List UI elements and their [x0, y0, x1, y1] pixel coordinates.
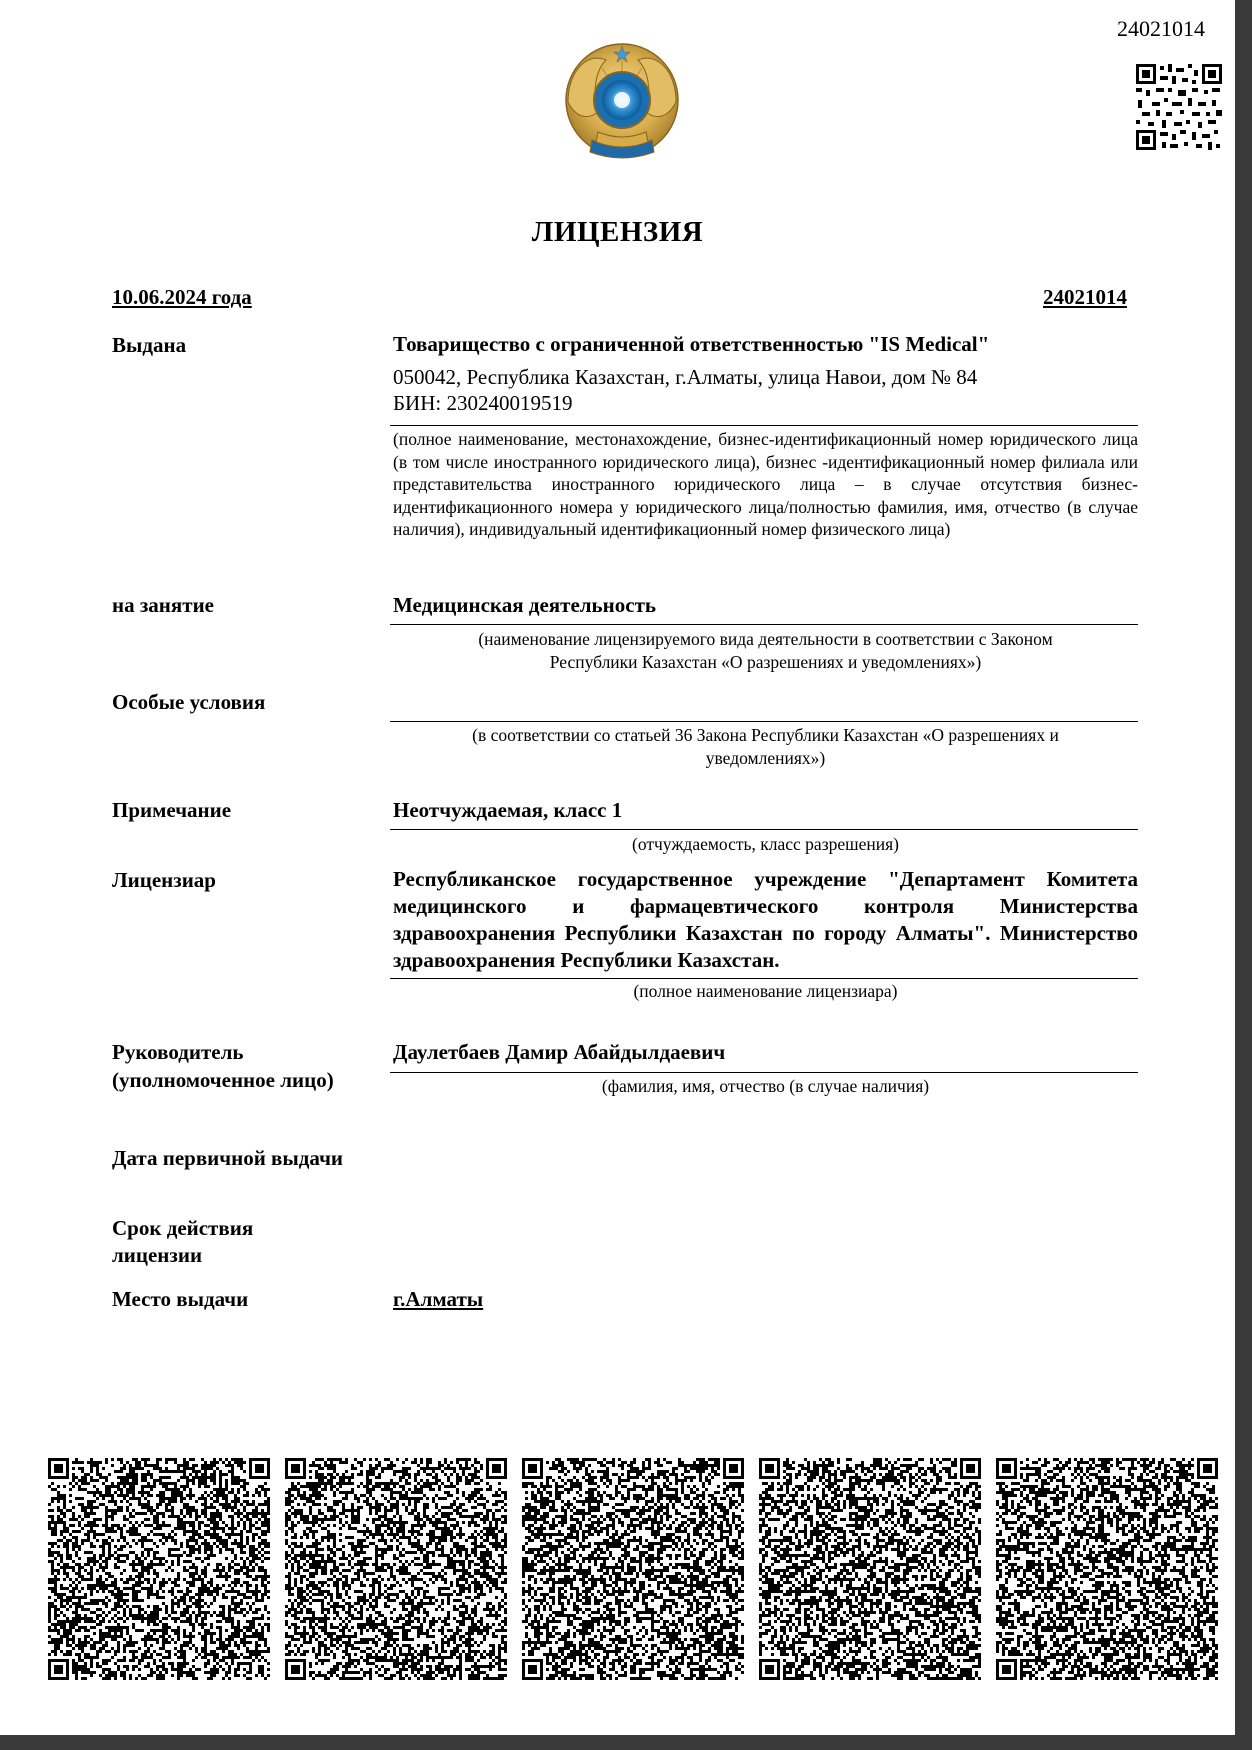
issued-to-address: 050042, Республика Казахстан, г.Алматы, улица Навои, дом № 84 [393, 365, 978, 389]
qr-code-icon [759, 1458, 981, 1680]
activity-value: Медицинская деятельность [393, 593, 656, 617]
licensor-value: Республиканское государственное учреждение "Департамент Комитета медицинского и фармацевтического контроля Министерства здравоохранения Республики Казахстан по городу Алматы". Министерство здравоохранения Республики Казахстан. [393, 867, 1138, 972]
activity-rule [390, 624, 1138, 625]
special-conditions-note-line2: уведомлениях») [705, 748, 826, 768]
special-conditions-label: Особые условия [112, 690, 266, 714]
qr-code-row [0, 1458, 1235, 1680]
place-label: Место выдачи [112, 1287, 249, 1311]
remark-value: Неотчуждаемая, класс 1 [393, 798, 623, 822]
issued-to-name: Товарищество с ограниченной ответственностью "IS Medical" [393, 332, 990, 356]
activity-label: на занятие [112, 593, 214, 617]
validity-label-line2: лицензии [112, 1243, 203, 1267]
head-value: Даулетбаев Дамир Абайдылдаевич [393, 1040, 726, 1064]
activity-note-line2: Республики Казахстан «О разрешениях и уведомлениях») [549, 652, 982, 672]
head-rule [390, 1072, 1138, 1073]
qr-code-icon [996, 1458, 1218, 1680]
special-conditions-rule [390, 721, 1138, 722]
issued-to-bin: БИН: 230240019519 [393, 391, 573, 415]
head-label-line1: Руководитель [112, 1040, 244, 1064]
first-issue-date-label: Дата первичной выдачи [112, 1146, 344, 1170]
document-title: ЛИЦЕНЗИЯ [531, 216, 704, 248]
remark-rule [390, 829, 1138, 830]
issued-to-label: Выдана [112, 333, 187, 357]
qr-code-icon [285, 1458, 507, 1680]
license-number: 24021014 [1043, 285, 1127, 309]
head-note: (фамилия, имя, отчество (в случае наличия) [601, 1076, 930, 1096]
licensor-rule [390, 978, 1138, 979]
validity-label-line1: Срок действия [112, 1216, 254, 1240]
remark-note: (отчуждаемость, класс разрешения) [632, 834, 899, 854]
special-conditions-note-line1: (в соответствии со статьей 36 Закона Республики Казахстан «О разрешениях и [472, 725, 1059, 745]
qr-code-icon [1136, 64, 1222, 150]
place-value: г.Алматы [393, 1287, 484, 1311]
qr-code-icon [522, 1458, 744, 1680]
licensor-label: Лицензиар [112, 868, 216, 892]
issued-to-rule [390, 425, 1138, 426]
qr-code-icon [48, 1458, 270, 1680]
kazakhstan-state-emblem-icon [558, 40, 686, 166]
activity-note-line1: (наименование лицензируемого вида деятельности в соответствии с Законом [478, 629, 1053, 649]
license-date: 10.06.2024 года [112, 285, 252, 309]
issued-to-note: (полное наименование, местонахождение, бизнес-идентификационный номер юридического лица (в том числе иностранного юридического лица), бизнес -идентификационный номер филиала или представительства иностранного юридического лица – в случае отсутствия бизнес-идентификационного номера у юридического лица/полностью фамилия, имя, отчество (в случае наличия), индивидуальный идентификационный номер физического лица) [393, 429, 1138, 539]
remark-label: Примечание [112, 798, 232, 822]
head-label-line2: (уполномоченное лицо) [112, 1068, 334, 1092]
document-number-top: 24021014 [1117, 16, 1205, 41]
licensor-note: (полное наименование лицензиара) [633, 981, 898, 1001]
